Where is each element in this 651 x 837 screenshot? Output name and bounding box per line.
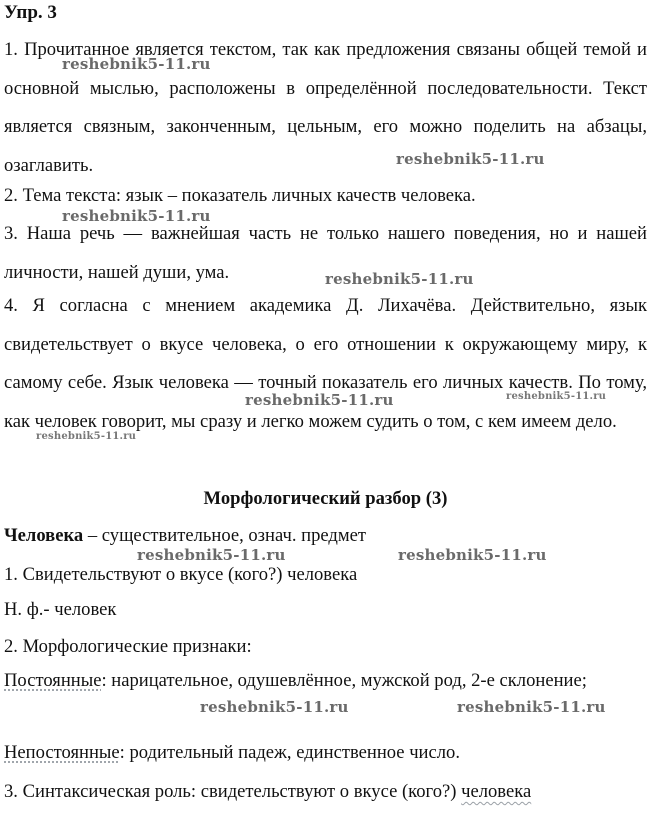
watermark: reshebnik5-11.ru [506,391,607,402]
watermark: reshebnik5-11.ru [396,150,545,168]
analyzed-word-desc: – существительное, означ. предмет [83,525,366,546]
section-title: Морфологический разбор (3) [203,488,448,509]
variable-value: : родительный падеж, единственное число. [119,742,460,763]
watermark: reshebnik5-11.ru [62,55,211,73]
watermark: reshebnik5-11.ru [398,546,547,564]
exercise-title: Упр. 3 [4,2,57,23]
watermark: reshebnik5-11.ru [457,698,606,716]
paragraph-2: 2. Тема текста: язык – показатель личных качеств человека. [4,185,476,206]
item-2: 2. Морфологические признаки: [4,636,252,657]
paragraph-3: 3. Наша речь — важнейшая часть не только нашего поведения, но и нашей личности, нашей души, ума. [4,223,647,283]
initial-form: Н. ф.- человек [4,599,117,620]
watermark: reshebnik5-11.ru [62,207,211,225]
constant-value: : нарицательное, одушевлённое, мужской род, 2-е склонение; [101,670,587,691]
syntax-word: человека [461,781,532,802]
paragraph-1: 1. Прочитанное является текстом, так как предложения связаны общей темой и основной мыслью, расположены в определённой последовательности. Текст является связным, законченным, цельным, его можно поделить на абзацы, озаглавить. [4,39,647,176]
paragraph-4: 4. Я согласна с мнением академика Д. Лихачёва. Действительно, язык свидетельствует о вкусе человека, о его отношении к окружающему миру, к самому себе. Язык человека — точный показатель его личных качеств. По тому, как человек говорит, мы сразу и легко можем судить о том, с кем имеем дело. [4,295,647,432]
watermark: reshebnik5-11.ru [137,546,286,564]
analyzed-word: Человека [4,525,84,546]
watermark: reshebnik5-11.ru [200,698,349,716]
syntax-role [4,779,531,805]
watermark: reshebnik5-11.ru [36,431,137,442]
watermark: reshebnik5-11.ru [245,391,394,409]
constant-features [4,664,647,697]
variable-label: Непостоянные [4,742,120,763]
syntax-prefix: 3. Синтаксическая роль: свидетельствуют о вкусе (кого?) [4,781,462,802]
watermark: reshebnik5-11.ru [325,270,474,288]
constant-label: Постоянные [4,670,102,691]
variable-features [4,740,460,766]
item-1: 1. Свидетельствуют о вкусе (кого?) человека [4,564,358,585]
